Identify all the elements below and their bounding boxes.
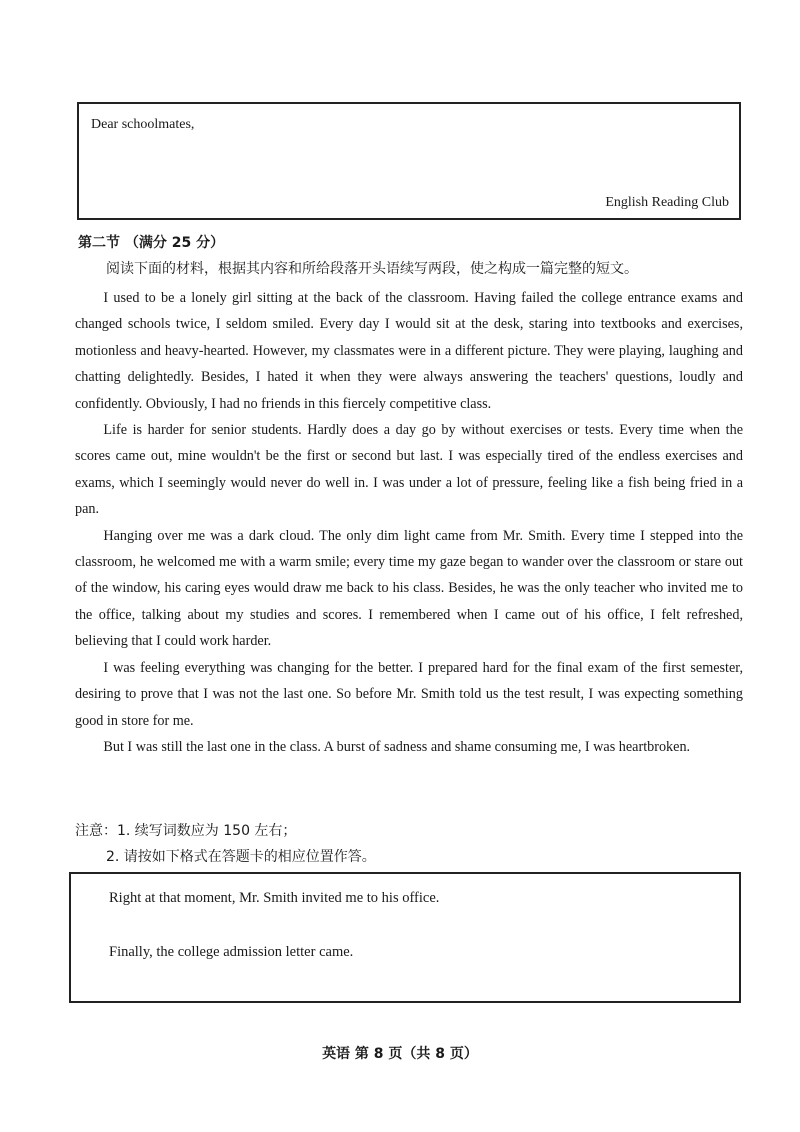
- paragraph-opening-2: Finally, the college admission letter came.: [109, 944, 354, 960]
- passage-paragraph: I used to be a lonely girl sitting at the back of the classroom. Having failed the college entrance exams and changed schools twice, I seldom smiled. Every day I would sit at the desk, staring into textbooks and exercises, motionless and heavy-hearted. However, my classmates were in a different picture. They were playing, laughing and chatting delightedly. Besides, I hated it when they were always answering the teachers' questions, loudly and confidently. Obviously, I had no friends in this fiercely competitive class.: [75, 290, 743, 412]
- note-answer-format: 2. 请按如下格式在答题卡的相应位置作答。: [106, 849, 376, 865]
- note-word-count: 注意：1. 续写词数应为 150 左右；: [75, 823, 297, 839]
- passage-paragraph: Hanging over me was a dark cloud. The only dim light came from Mr. Smith. Every time I stepped into the classroom, he welcomed me with a warm smile; every time my gaze began to wander over the classroom or stare out of the window, his caring eyes would draw me back to his class. Besides, he was the only teacher who invited me to the office, talking about my studies and scores. I remembered when I came out of his office, I felt refreshed, believing that I could work harder.: [75, 527, 743, 650]
- passage-paragraph: I was feeling everything was changing for the better. I prepared hard for the final exam of the first semester, desiring to prove that I was not the last one. So before Mr. Smith told us the test result, I was expecting something good in store for me.: [75, 659, 743, 729]
- answer-format-box: [69, 872, 741, 1003]
- page-footer: 英语 第 8 页（共 8 页）: [322, 1046, 478, 1062]
- passage-paragraph: Life is harder for senior students. Hardly does a day go by without exercises or tests. Every time when the scores came out, mine wouldn't be the first or second but last. I was especially tired of the endless exercises and exams, which I seemingly would never do well in. I was under a lot of pressure, feeling like a fish being fried in a pan.: [75, 422, 743, 518]
- letter-greeting: Dear schoolmates,: [91, 117, 195, 132]
- paragraph-opening-1: Right at that moment, Mr. Smith invited me to his office.: [109, 890, 440, 906]
- passage-paragraph: But I was still the last one in the class. A burst of sadness and shame consuming me, I was heartbroken.: [103, 738, 691, 755]
- letter-box: [77, 102, 741, 220]
- letter-signature: English Reading Club: [605, 195, 729, 210]
- section-title: 第二节 （满分 25 分）: [78, 235, 225, 251]
- section-instruction: 阅读下面的材料，根据其内容和所给段落开头语续写两段，使之构成一篇完整的短文。: [106, 261, 638, 277]
- reading-passage: [75, 285, 743, 760]
